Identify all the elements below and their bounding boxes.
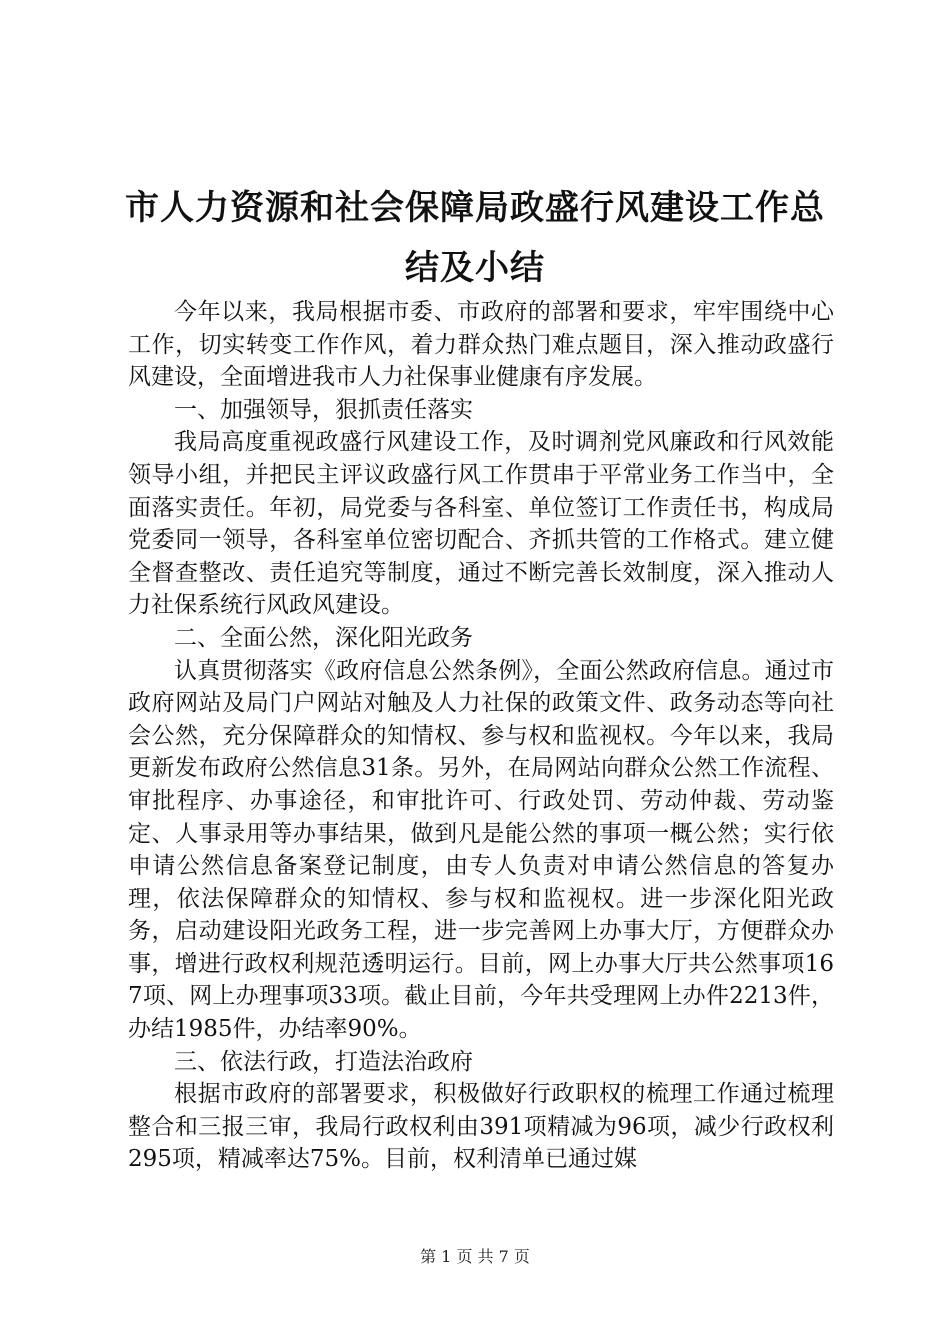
document-title: 市人力资源和社会保障局政盛行风建设工作总结及小结 — [125, 188, 825, 288]
section-heading-2: 二、全面公然，深化阳光政务 — [174, 624, 473, 651]
page-footer: 第 1 页 共 7 页 — [420, 1247, 530, 1266]
section-heading-1: 一、加强领导，狠抓责任落实 — [174, 396, 473, 423]
section-paragraph-3: 根据市政府的部署要求，积极做好行政职权的梳理工作通过梳理整合和三报三审，我局行政权利由391项精减为96项，减少行政权利295项，精减率达75%。目前，权利清单已通过媒 — [128, 1081, 834, 1173]
section-heading-3: 三、依法行政，打造法治政府 — [174, 1048, 473, 1075]
section-paragraph-2: 认真贯彻落实《政府信息公然条例》，全面公然政府信息。通过市政府网站及局门户网站对触及人力社保的政策文件、政务动态等向社会公然，充分保障群众的知情权、参与权和监视权。今年以来，我局更新发布政府公然信息31条。另外，在局网站向群众公然工作流程、审批程序、办事途径，和审批许可、行政处罚、劳动仲裁、劳动鉴定、人事录用等办事结果，做到凡是能公然的事项一概公然；实行依申请公然信息备案登记制度，由专人负责对申请公然信息的答复办理，依法保障群众的知情权、参与权和监视权。进一步深化阳光政务，启动建设阳光政务工程，进一步完善网上办事大厅，方便群众办事，增进行政权利规范透明运行。目前，网上办事大厅共公然事项167项、网上办理事项33项。截止目前，今年共受理网上办件2213件，办结1985件，办结率90%。 — [128, 657, 834, 1043]
section-paragraph-1: 我局高度重视政盛行风建设工作，及时调剂党风廉政和行风效能领导小组，并把民主评议政盛行风工作贯串于平常业务工作当中，全面落实责任。年初，局党委与各科室、单位签订工作责任书，构成局党委同一领导，各科室单位密切配合、齐抓共管的工作格式。建立健全督查整改、责任追究等制度，通过不断完善长效制度，深入推动人力社保系统行风政风建设。 — [128, 429, 834, 619]
document-body — [128, 296, 834, 1176]
intro-paragraph: 今年以来，我局根据市委、市政府的部署和要求，牢牢围绕中心工作，切实转变工作作风，着力群众热门难点题目，深入推动政盛行风建设，全面增进我市人力社保事业健康有序发展。 — [128, 299, 834, 391]
